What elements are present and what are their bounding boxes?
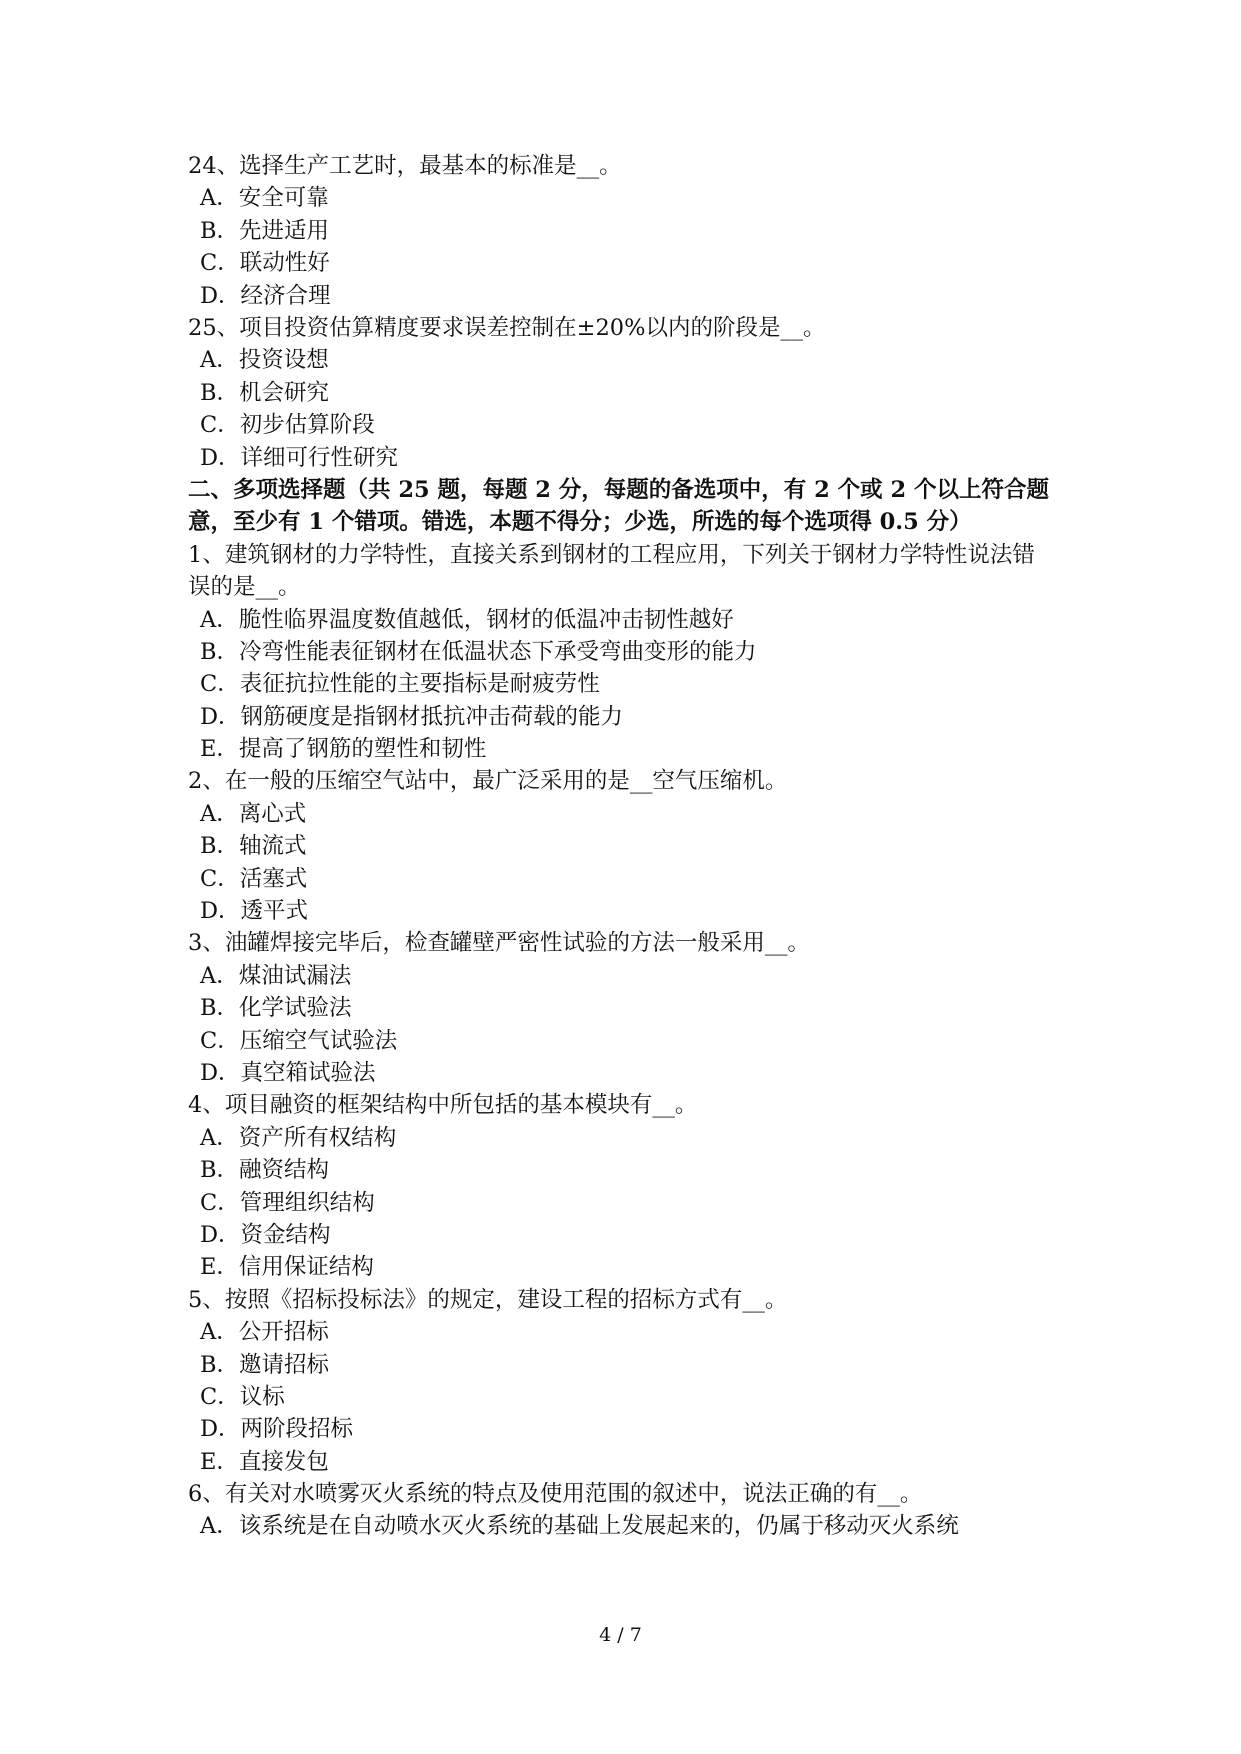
question-24-option-c: C．联动性好 — [200, 250, 330, 277]
question-25-stem: 25、项目投资估算精度要求误差控制在±20%以内的阶段是__。 — [188, 314, 826, 341]
question-3-stem: 3、油罐焊接完毕后，检查罐壁严密性试验的方法一般采用__。 — [188, 930, 810, 957]
question-2-option-c: C．活塞式 — [200, 865, 308, 892]
question-5-option-e: E．直接发包 — [200, 1448, 329, 1475]
question-6-stem: 6、有关对水喷雾灭火系统的特点及使用范围的叙述中，说法正确的有__。 — [188, 1481, 923, 1508]
question-1-option-c: C．表征抗拉性能的主要指标是耐疲劳性 — [200, 671, 600, 698]
question-1-option-d: D．钢筋硬度是指钢材抵抗冲击荷载的能力 — [200, 703, 624, 730]
question-1-option-a: A．脆性临界温度数值越低，钢材的低温冲击韧性越好 — [200, 606, 734, 633]
question-4-option-c: C．管理组织结构 — [200, 1189, 375, 1216]
question-1-stem: 1、建筑钢材的力学特性，直接关系到钢材的工程应用，下列关于钢材力学特性说法错误的是__。 — [188, 541, 1035, 601]
question-4-stem: 4、项目融资的框架结构中所包括的基本模块有__。 — [188, 1092, 698, 1119]
section-heading-multiple-choice: 二、多项选择题（共 25 题，每题 2 分，每题的备选项中，有 2 个或 2 个以上符合题意，至少有 1 个错项。错选，本题不得分；少选，所选的每个选项得 0.5 分） — [188, 476, 1049, 536]
question-3-option-c: C．压缩空气试验法 — [200, 1027, 398, 1054]
question-5-option-a: A．公开招标 — [200, 1319, 329, 1346]
question-2-option-b: B．轴流式 — [200, 833, 307, 860]
question-4-option-d: D．资金结构 — [200, 1221, 331, 1248]
question-5-option-b: B．邀请招标 — [200, 1351, 330, 1378]
question-24-option-d: D．经济合理 — [200, 282, 331, 309]
question-2-option-a: A．离心式 — [200, 800, 307, 827]
question-3-option-a: A．煤油试漏法 — [200, 962, 352, 989]
question-24-option-a: A．安全可靠 — [200, 185, 329, 212]
document-body — [188, 150, 1054, 1543]
question-5-option-c: C．议标 — [200, 1383, 285, 1410]
question-1-option-b: B．冷弯性能表征钢材在低温状态下承受弯曲变形的能力 — [200, 638, 757, 665]
question-25-option-a: A．投资设想 — [200, 347, 329, 374]
question-25-option-b: B．机会研究 — [200, 379, 330, 406]
question-1-option-e: E．提高了钢筋的塑性和韧性 — [200, 736, 487, 763]
question-5-stem: 5、按照《招标投标法》的规定，建设工程的招标方式有__。 — [188, 1286, 788, 1313]
question-4-option-a: A．资产所有权结构 — [200, 1124, 397, 1151]
question-3-option-b: B．化学试验法 — [200, 995, 352, 1022]
question-2-stem: 2、在一般的压缩空气站中，最广泛采用的是__空气压缩机。 — [188, 768, 788, 795]
question-4-option-b: B．融资结构 — [200, 1157, 330, 1184]
question-5-option-d: D．两阶段招标 — [200, 1416, 354, 1443]
question-4-option-e: E．信用保证结构 — [200, 1254, 374, 1281]
question-25-option-d: D．详细可行性研究 — [200, 444, 399, 471]
page-number: 4 / 7 — [599, 1624, 642, 1646]
question-24-stem: 24、选择生产工艺时，最基本的标准是__。 — [188, 153, 622, 179]
question-2-option-d: D．透平式 — [200, 898, 309, 925]
question-24-option-b: B．先进适用 — [200, 217, 330, 244]
question-6-option-a: A．该系统是在自动喷水灭火系统的基础上发展起来的，仍属于移动灭火系统 — [200, 1513, 959, 1540]
question-25-option-c: C．初步估算阶段 — [200, 412, 375, 439]
question-3-option-d: D．真空箱试验法 — [200, 1060, 376, 1086]
